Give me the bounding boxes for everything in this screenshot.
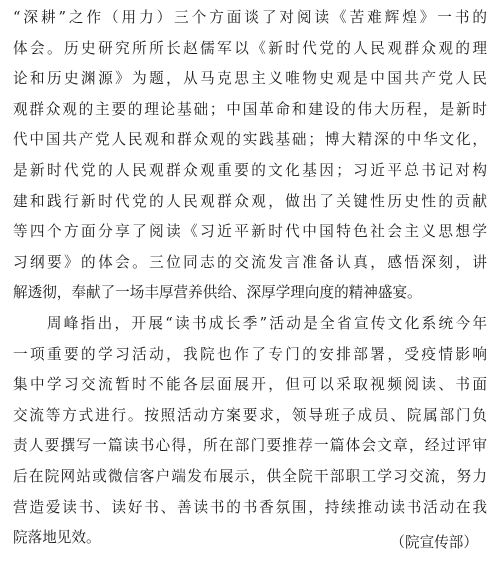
paragraph-1	[13, 0, 487, 309]
text-line: 代中国共产党人民观和群众观的实践基础；博大精深的中华文化，	[13, 131, 487, 149]
text-line: 论和历史渊源》为题，从马克思主义唯物史观是中国共产党人民	[13, 70, 487, 88]
author-signature: （院宣传部）	[390, 534, 478, 551]
text-line: 等四个方面分享了阅读《习近平新时代中国特色社会主义思想学	[13, 223, 487, 241]
text-line: 后在院网站或微信客户端发布展示，供全院干部职工学习交流，努力	[13, 467, 487, 485]
text-line: 建和践行新时代党的人民观群众观，做出了关键性历史性的贡献	[13, 192, 487, 210]
text-line: 一项重要的学习活动，我院也作了专门的安排部署，受疫情影响	[13, 345, 487, 363]
text-line: 观群众观的主要的理论基础；中国革命和建设的伟大历程，是新时	[13, 100, 487, 118]
text-line: 集中学习交流暂时不能各层面展开，但可以采取视频阅读、书面	[13, 376, 487, 394]
text-line: “深耕”之作（用力）三个方面谈了对阅读《苦难辉煌》一书的	[13, 9, 487, 26]
text-line: 习纲要》的体会。三位同志的交流发言准备认真，感悟深刻，讲	[13, 253, 487, 271]
text-line: 周峰指出，开展“读书成长季”活动是全省宣传文化系统今年	[13, 314, 487, 332]
text-line: 院落地见效。	[13, 529, 101, 547]
text-line: 交流等方式进行。按照活动方案要求，领导班子成员、院属部门负	[13, 406, 487, 424]
text-line: 营造爱读书、读好书、善读书的书香氛围，持续推动读书活动在我	[13, 498, 487, 516]
text-line: 是新时代党的人民观群众观重要的文化基因；习近平总书记对构	[13, 161, 487, 179]
text-line: 解透彻，奉献了一场丰厚营养供给、深厚学理向度的精神盛宴。	[13, 284, 422, 302]
text-line: 责人要撰写一篇读书心得，所在部门要推荐一篇体会文章，经过评审	[13, 437, 487, 455]
article-body	[13, 0, 487, 569]
paragraph-2	[13, 309, 487, 554]
text-line: 体会。历史研究所所长赵儒军以《新时代党的人民观群众观的理	[13, 39, 487, 57]
